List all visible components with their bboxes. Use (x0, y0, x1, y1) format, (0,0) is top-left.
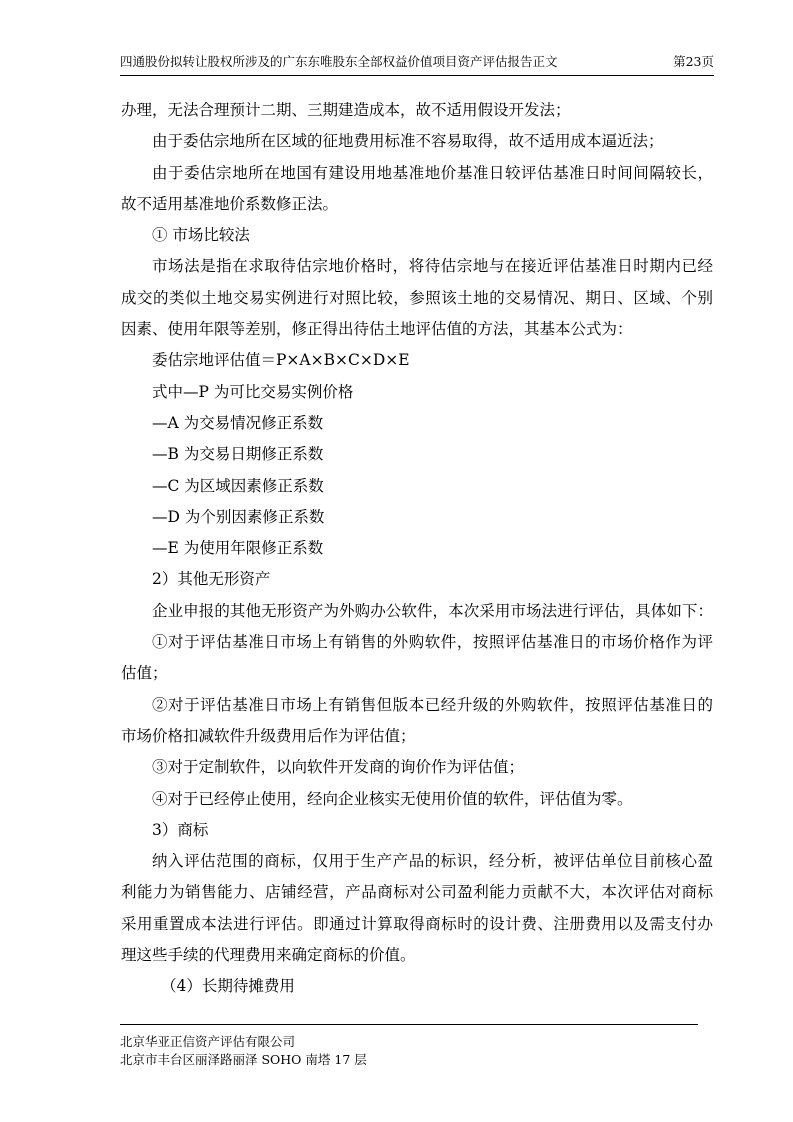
report-body (121, 95, 713, 1003)
page-footer (120, 1024, 698, 1069)
paragraph-line: 利能力为销售能力、店铺经营，产品商标对公司盈利能力贡献不大，本次评估对商标 (121, 883, 713, 902)
paragraph-line: 采用重置成本法进行评估。即通过计算取得商标时的设计费、注册费用以及需支付办 (121, 914, 713, 933)
paragraph-line: 因素、使用年限等差别，修正得出待估土地评估值的方法，其基本公式为： (121, 320, 633, 339)
list-item-line: ②对于评估基准日市场上有销售但版本已经升级的外购软件，按照评估基准日的 (152, 695, 713, 714)
paragraph-line: 办理，无法合理预计二期、三期建造成本，故不适用假设开发法； (121, 101, 571, 119)
formula-legend-item: —E 为使用年限修正系数 (152, 539, 324, 558)
section-heading: 2）其他无形资产 (152, 570, 271, 589)
formula-legend-item: —B 为交易日期修正系数 (152, 445, 324, 464)
formula: 委估宗地评估值＝P×A×B×C×D×E (152, 351, 410, 370)
list-item-line: 估值； (121, 664, 168, 683)
paragraph-line: 故不适用基准地价系数修正法。 (121, 194, 339, 213)
formula-legend-item: —D 为个别因素修正系数 (152, 507, 325, 526)
section-heading: （4）长期待摊费用 (161, 977, 295, 996)
formula-legend-item: —C 为区域因素修正系数 (152, 476, 324, 495)
paragraph-line: 由于委估宗地所在区域的征地费用标准不容易取得，故不适用成本逼近法； (152, 132, 664, 151)
list-item-line: ①对于评估基准日市场上有销售的外购软件，按照评估基准日的市场价格作为评 (152, 633, 713, 652)
list-item-line: ④对于已经停止使用，经向企业核实无使用价值的软件，评估值为零。 (152, 789, 633, 808)
paragraph-line: 纳入评估范围的商标，仅用于生产产品的标识，经分析，被评估单位目前核心盈 (152, 852, 713, 871)
footer-address: 北京市丰台区丽泽路丽泽 SOHO 南塔 17 层 (120, 1052, 367, 1067)
paragraph-line: 理这些手续的代理费用来确定商标的价值。 (121, 946, 416, 965)
list-item-line: 市场价格扣减软件升级费用后作为评估值； (121, 726, 416, 745)
section-heading: 3）商标 (152, 820, 209, 839)
section-heading: ① 市场比较法 (152, 226, 250, 245)
paragraph-line: 成交的类似土地交易实例进行对照比较，参照该土地的交易情况、期日、区域、个别 (121, 288, 713, 307)
formula-legend-item: 式中—P 为可比交易实例价格 (152, 382, 354, 401)
footer-company: 北京华亚正信资产评估有限公司 (120, 1034, 296, 1049)
formula-legend-item: —A 为交易情况修正系数 (152, 413, 324, 432)
report-title: 四通股份拟转让股权所涉及的广东东唯股东全部权益价值项目资产评估报告正文 (120, 54, 558, 69)
list-item-line: ③对于定制软件，以向软件开发商的询价作为评估值； (152, 758, 525, 777)
page-header (120, 53, 714, 76)
paragraph-line: 市场法是指在求取待估宗地价格时，将待估宗地与在接近评估基准日时期内已经 (152, 257, 713, 276)
page-number: 第23页 (673, 54, 714, 69)
paragraph-line: 由于委估宗地所在地国有建设用地基准地价基准日较评估基准日时间间隔较长， (152, 163, 713, 182)
paragraph-line: 企业申报的其他无形资产为外购办公软件，本次采用市场法进行评估，具体如下： (152, 601, 713, 620)
